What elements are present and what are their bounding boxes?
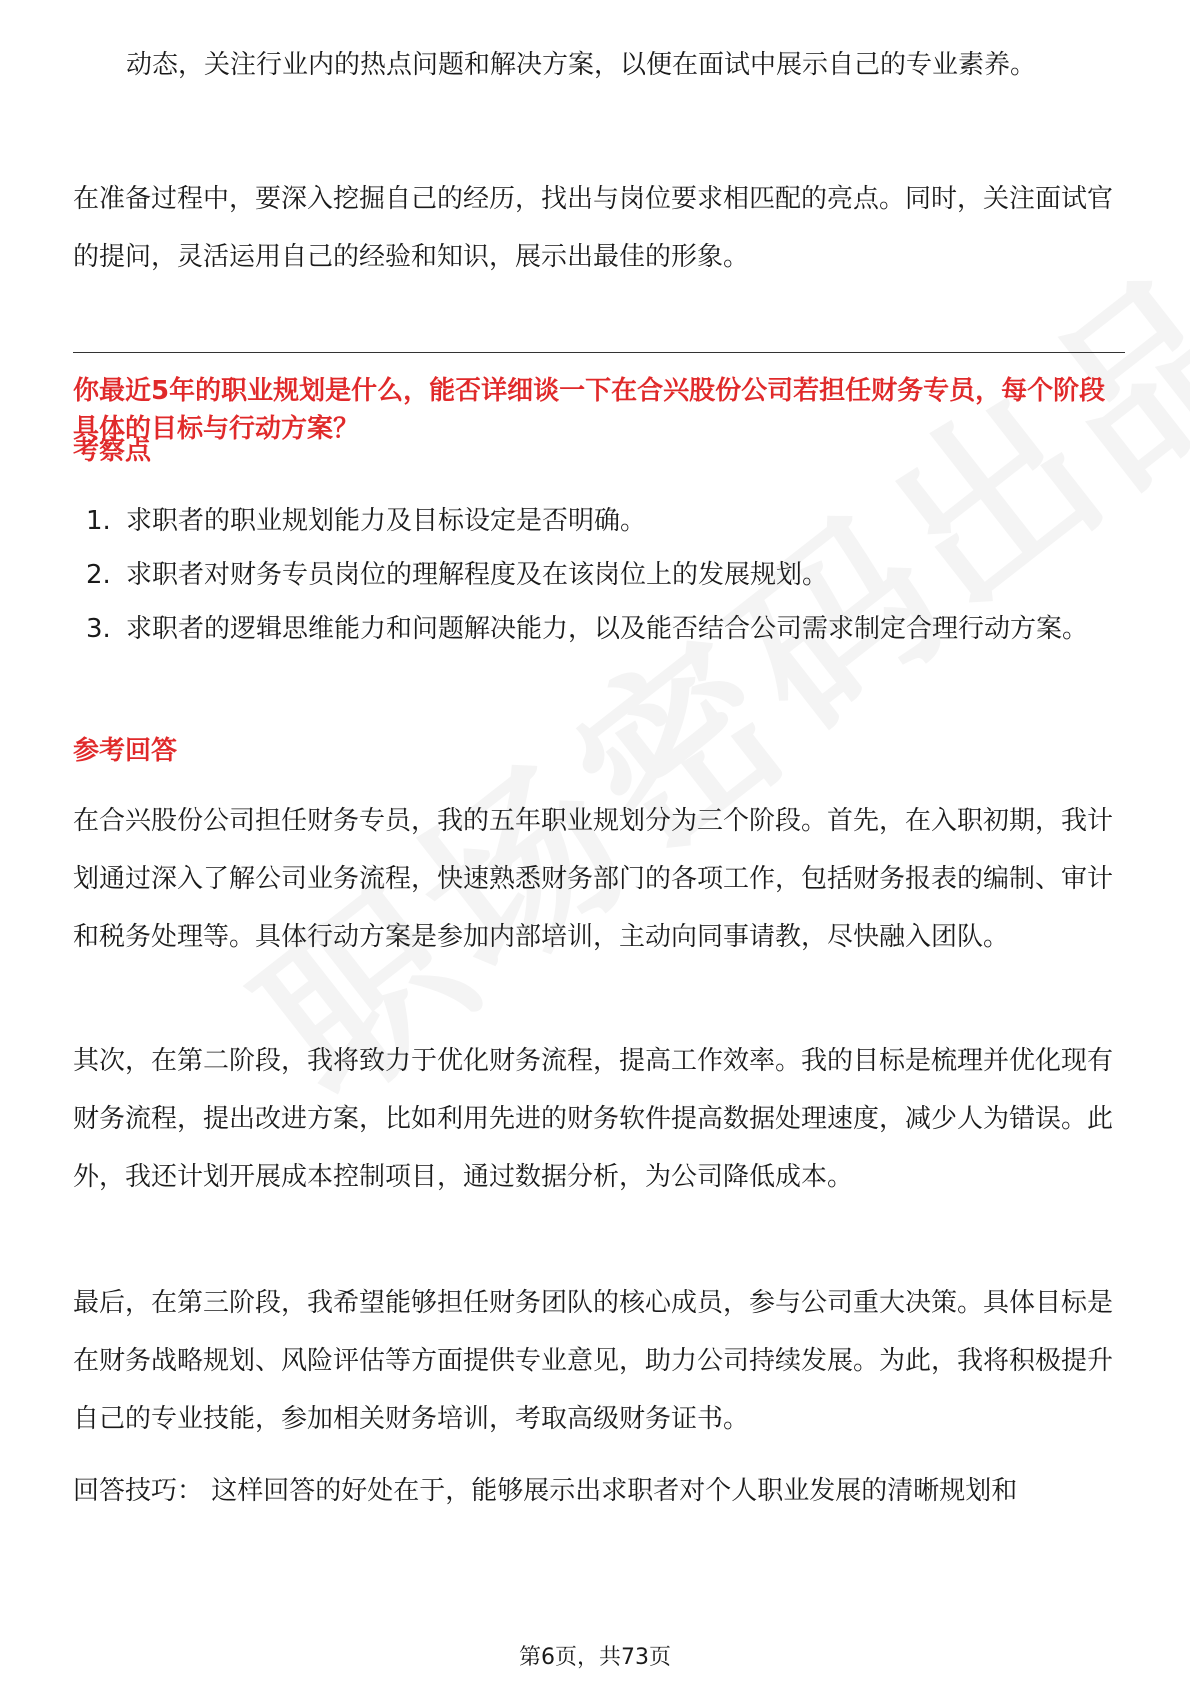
list-text: 求职者的逻辑思维能力和问题解决能力，以及能否结合公司需求制定合理行动方案。 [126,614,1089,644]
list-text: 求职者对财务专员岗位的理解程度及在该岗位上的发展规划。 [126,560,829,590]
list-number: 1. [86,506,111,536]
section-divider [73,352,1125,353]
list-item [86,546,1126,604]
answer-paragraph: 在合兴股份公司担任财务专员，我的五年职业规划分为三个阶段。首先，在入职初期，我计划通过深入了解公司业务流程，快速熟悉财务部门的各项工作，包括财务报表的编制、审计和税务处理等。具体行动方案是参加内部培训，主动向同事请教，尽快融入团队。 [73,806,1114,952]
intro-continuation: 动态，关注行业内的热点问题和解决方案，以便在面试中展示自己的专业素养。 [126,50,1037,80]
list-number: 2. [86,560,111,590]
answer-tip: 回答技巧： 这样回答的好处在于，能够展示出求职者对个人职业发展的清晰规划和 [73,1476,1018,1506]
answer-heading: 参考回答 [73,736,178,766]
answer-paragraph: 最后，在第三阶段，我希望能够担任财务团队的核心成员，参与公司重大决策。具体目标是在财务战略规划、风险评估等方面提供专业意见，助力公司持续发展。为此，我将积极提升自己的专业技能，参加相关财务培训，考取高级财务证书。 [73,1288,1114,1434]
answer-paragraph: 其次，在第二阶段，我将致力于优化财务流程，提高工作效率。我的目标是梳理并优化现有财务流程，提出改进方案，比如利用先进的财务软件提高数据处理速度，减少人为错误。此外，我还计划开展成本控制项目，通过数据分析，为公司降低成本。 [73,1046,1114,1192]
assessment-heading: 考察点 [73,436,152,466]
list-item [86,600,1126,658]
list-number: 3. [86,614,111,644]
list-text: 求职者的职业规划能力及目标设定是否明确。 [126,506,647,536]
intro-paragraph: 在准备过程中，要深入挖掘自己的经历，找出与岗位要求相匹配的亮点。同时，关注面试官的提问，灵活运用自己的经验和知识，展示出最佳的形象。 [73,184,1114,272]
question-title: 你最近5年的职业规划是什么，能否详细谈一下在合兴股份公司若担任财务专员，每个阶段具体的目标与行动方案？ [73,376,1106,444]
page-number: 第6页，共73页 [519,1645,671,1670]
list-item [86,492,1126,550]
